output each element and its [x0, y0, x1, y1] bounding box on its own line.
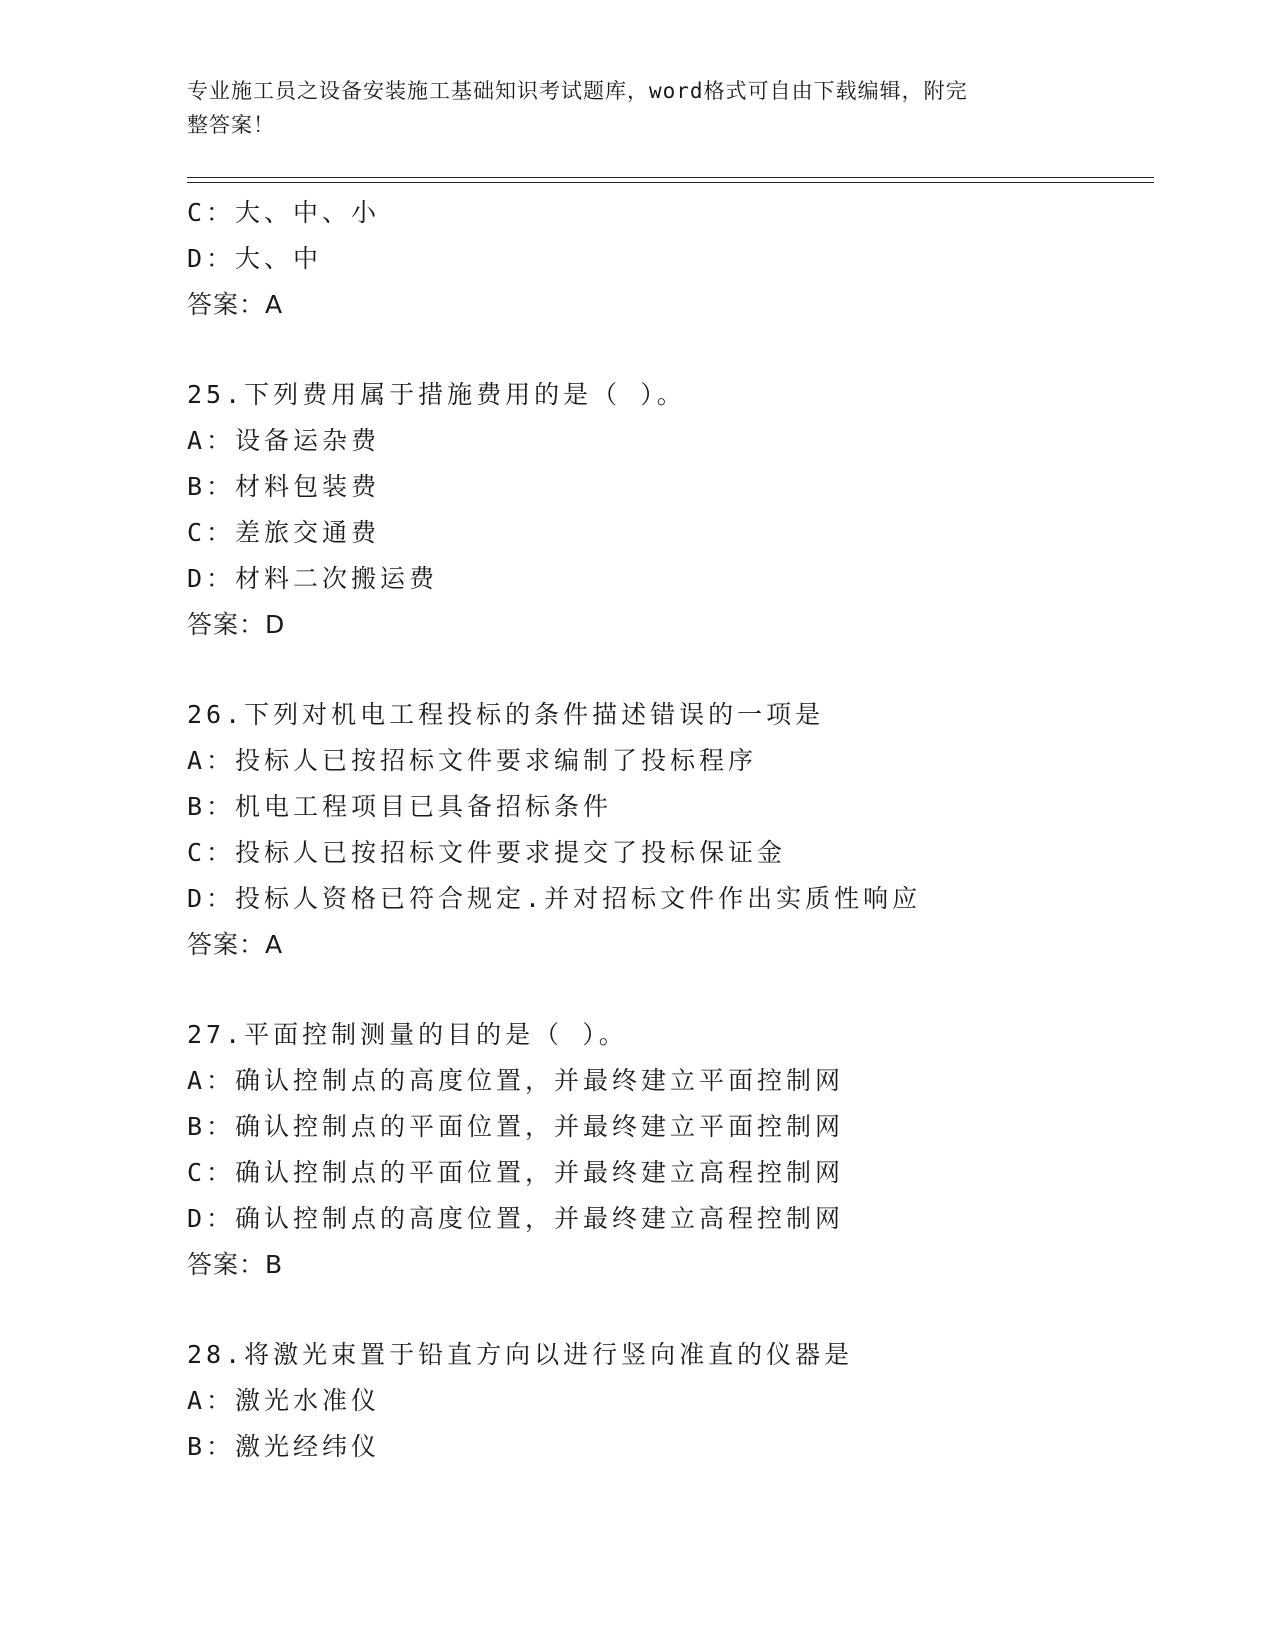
option-line: C：大、中、小	[187, 198, 381, 227]
header-line-1: 专业施工员之设备安装施工基础知识考试题库，word格式可自由下载编辑，附完	[187, 79, 968, 103]
option-line: A：设备运杂费	[187, 426, 381, 455]
option-line: D：确认控制点的高度位置，并最终建立高程控制网	[187, 1204, 845, 1233]
question-line: 26.下列对机电工程投标的条件描述错误的一项是	[187, 700, 825, 729]
header-line-2: 整答案！	[187, 113, 275, 137]
question-list	[187, 190, 1147, 1470]
option-line: D：投标人资格已符合规定.并对招标文件作出实质性响应	[187, 884, 922, 913]
question-line: 25.下列费用属于措施费用的是（ ）。	[187, 380, 686, 409]
document-header	[187, 74, 1067, 142]
option-line: B：材料包装费	[187, 472, 381, 501]
option-line: B：确认控制点的平面位置，并最终建立平面控制网	[187, 1112, 845, 1141]
answer-line: 答案：D	[187, 610, 286, 639]
answer-line: 答案：A	[187, 930, 284, 959]
spacer	[187, 328, 1147, 372]
answer-line: 答案：A	[187, 290, 284, 319]
option-line: C：差旅交通费	[187, 518, 381, 547]
answer-line: 答案：B	[187, 1250, 284, 1279]
header-rule-top	[187, 177, 1154, 178]
option-line: A：投标人已按招标文件要求编制了投标程序	[187, 746, 758, 775]
option-line: B：机电工程项目已具备招标条件	[187, 792, 613, 821]
question-line: 27.平面控制测量的目的是（ ）。	[187, 1020, 628, 1049]
option-line: C：确认控制点的平面位置，并最终建立高程控制网	[187, 1158, 845, 1187]
option-line: A：激光水准仪	[187, 1386, 381, 1415]
spacer	[187, 648, 1147, 692]
spacer	[187, 1288, 1147, 1332]
spacer	[187, 968, 1147, 1012]
option-line: D：材料二次搬运费	[187, 564, 439, 593]
option-line: D：大、中	[187, 244, 323, 273]
option-line: C：投标人已按招标文件要求提交了投标保证金	[187, 838, 787, 867]
question-line: 28.将激光束置于铅直方向以进行竖向准直的仪器是	[187, 1340, 854, 1369]
option-line: B：激光经纬仪	[187, 1432, 381, 1461]
header-rule-bottom	[187, 182, 1154, 183]
option-line: A：确认控制点的高度位置，并最终建立平面控制网	[187, 1066, 845, 1095]
